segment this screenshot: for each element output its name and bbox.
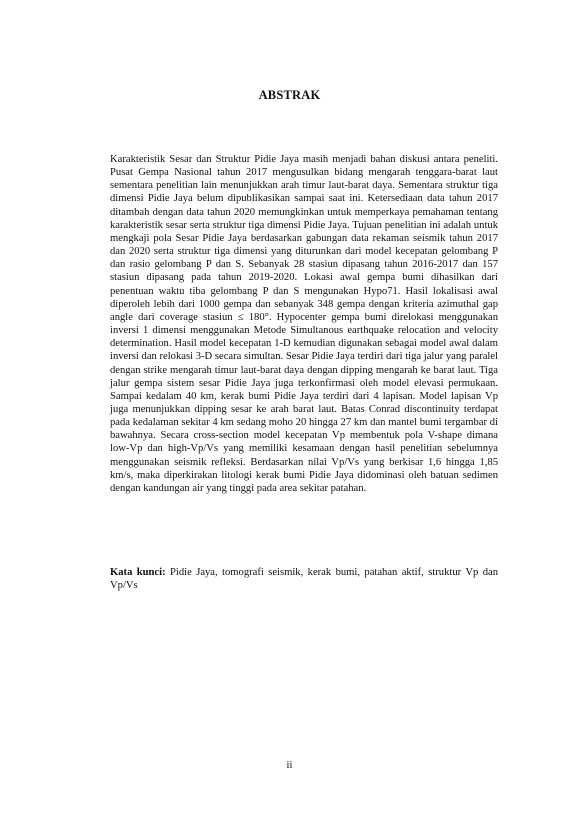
abstract-body: Karakteristik Sesar dan Struktur Pidie Jaya masih menjadi bahan diskusi antara peneliti. Pusat Gempa Nasional tahun 2017 mengusulkan bidang mengarah tenggara-barat laut sementara penelitian lain menunjukkan arah timur laut-barat daya. Sementara struktur tiga dimensi Pidie Jaya belum dipublikasikan sampai saat ini. Ketersediaan data tahun 2017 ditambah dengan data tahun 2020 memungkinkan untuk memperkaya pemahaman tentang karakteristik sesar serta struktur tiga dimensi Pidie Jaya. Tujuan penelitian ini adalah untuk mengkaji pola Sesar Pidie Jaya berdasarkan gabungan data rekaman seismik tahun 2017 dan 2020 serta struktur tiga dimensi yang diturunkan dari model kecepatan gelombang P dan rasio gelombang P dan S. Sebanyak 28 stasiun dipasang tahun 2016-2017 dan 157 stasiun dipasang pada tahun 2019-2020. Lokasi awal gempa bumi dihasilkan dari penentuan waktu tiba gelombang P dan S mengunakan Hypo71. Hasil lokalisasi awal diperoleh lebih dari 1000 gempa dan sebanyak 348 gempa dengan kriteria azimuthal gap angle dari coverage stasiun ≤ 180°. Hypocenter gempa bumi direlokasi menggunakan inversi 1 dimensi menggunakan Metode Simultanous earthquake relocation and velocity determination. Hasil model kecepatan 1-D kemudian digunakan sebagai model awal dalam inversi dan relokasi 3-D secara simultan. Sesar Pidie Jaya terdiri dari tiga jalur yang paralel dengan strike mengarah timur laut-barat daya dengan dipping mengarah ke barat laut. Tiga jalur gempa sistem sesar Pidie Jaya juga terkonfirmasi oleh model elevasi permukaan. Sampai kedalam 40 km, kerak bumi Pidie Jaya terdiri dari 4 lapisan. Model lapisan Vp juga menunjukkan dipping sesar ke arah barat laut. Batas Conrad discontinuity terdapat pada kedalaman sekitar 4 km sedang moho 20 hingga 27 km dan mantel bumi tergambar di bawahnya. Secara cross-section model kecepatan Vp membentuk pola V-shape dimana low-Vp dan high-Vp/Vs yang memiliki kesamaan dengan hasil penelitian sebelumnya menggunakan seismik refleksi. Berdasarkan nilai Vp/Vs yang berkisar 1,6 hingga 1,85 km/s, maka diperkirakan litologi kerak bumi Pidie Jaya didominasi oleh batuan sedimen dengan kandungan air yang tinggi pada area sekitar patahan.	[110, 154, 498, 494]
keywords-paragraph	[110, 566, 498, 592]
page-number: ii	[286, 760, 293, 771]
keywords-text: Pidie Jaya, tomografi seismik, kerak bumi, patahan aktif, struktur Vp dan Vp/Vs	[110, 567, 498, 592]
page-title: ABSTRAK	[258, 88, 321, 102]
keywords-label: Kata kunci:	[110, 567, 166, 578]
